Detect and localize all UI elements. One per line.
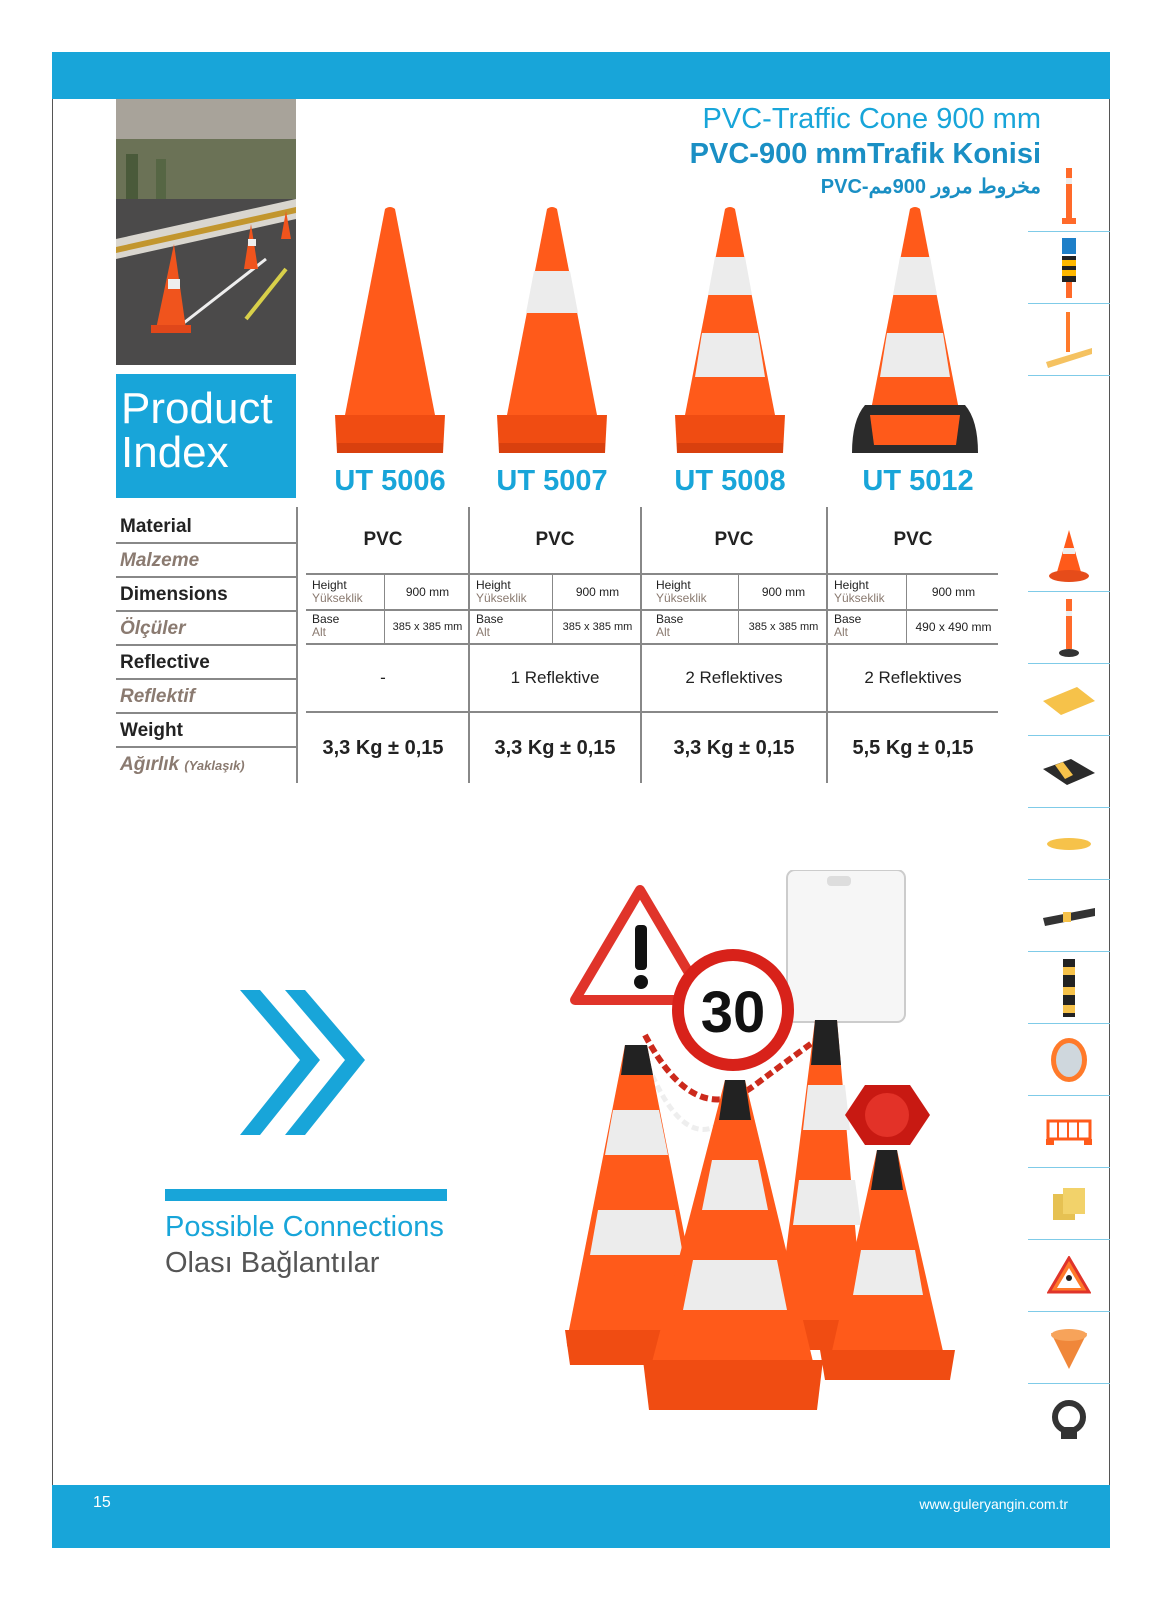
height-sublabel: Height Yükseklik: [656, 578, 707, 605]
weight-value: 3,3 Kg ± 0,15: [494, 736, 616, 759]
thumbnail-speed-bump-black[interactable]: [1028, 736, 1110, 808]
cone-ut5006-image: [335, 205, 445, 465]
label-dimensions-en: Dimensions: [116, 578, 296, 612]
height-value: 900 mm: [552, 575, 642, 609]
thumbnail-bollard[interactable]: [1028, 592, 1110, 664]
label-weight-tr-text: Ağırlık: [120, 754, 180, 775]
label-reflective-tr: Reflektif: [116, 680, 296, 714]
label-weight-en: Weight: [116, 714, 296, 748]
label-weight-tr-note: (Yaklaşık): [184, 758, 245, 773]
reflective-value: 2 Reflektives: [864, 668, 962, 687]
label-weight-tr: [116, 748, 296, 782]
thumbnail-rubber-cone[interactable]: [1028, 520, 1110, 592]
connections-title-tr: Olası Bağlantılar: [165, 1247, 380, 1279]
speed-limit-30: 30: [700, 980, 766, 1045]
base-value: 385 x 385 mm: [552, 611, 642, 643]
label-material-tr: Malzeme: [116, 544, 296, 578]
thumbnail-speed-bump-yellow[interactable]: [1028, 664, 1110, 736]
material-value: PVC: [535, 529, 575, 550]
weight-value: 5,5 Kg ± 0,15: [852, 736, 974, 759]
weight-value: 3,3 Kg ± 0,15: [322, 736, 444, 759]
connections-rule: [165, 1189, 447, 1201]
reflective-value: -: [380, 668, 386, 687]
height-value: 900 mm: [738, 575, 828, 609]
title-ar: PVC-مخروط مرور 900مم: [820, 176, 1041, 198]
cone-combination-image: [565, 870, 1005, 1450]
label-reflective-en: Reflective: [116, 646, 296, 680]
header-bar: [52, 52, 1110, 99]
road-photo: [116, 99, 296, 365]
label-dimensions-tr: Ölçüler: [116, 612, 296, 646]
height-sublabel: Height Yükseklik: [476, 578, 527, 605]
product-code-ut5006: UT 5006: [334, 465, 446, 497]
thumbnail-warning-post[interactable]: [1028, 232, 1110, 304]
reflective-value: 1 Reflektive: [510, 668, 600, 687]
product-index-line2: Index: [121, 428, 229, 477]
thumbnail-cone-topper[interactable]: [1028, 1384, 1110, 1456]
product-code-ut5007: UT 5007: [496, 465, 608, 497]
cone-ut5007-image: [497, 205, 607, 465]
height-sublabel: Height Yükseklik: [834, 578, 885, 605]
double-chevron-icon: [240, 990, 370, 1140]
page-number: 15: [93, 1494, 111, 1511]
base-sublabel: Base Alt: [312, 612, 340, 639]
base-value: 490 x 490 mm: [906, 611, 1000, 643]
thumbnail-parking-stopper[interactable]: [1028, 808, 1110, 880]
cone-ut5008-image: [675, 205, 785, 465]
footer-bar: [52, 1485, 1110, 1548]
base-value: 385 x 385 mm: [738, 611, 828, 643]
thumbnail-delineator-post[interactable]: [1028, 160, 1110, 232]
cone-ut5012-image: [850, 205, 980, 465]
product-index-line1: Product: [121, 384, 273, 433]
thumbnail-flex-post[interactable]: [1028, 304, 1110, 376]
thumbnail-tactile-tiles[interactable]: [1028, 1168, 1110, 1240]
height-sublabel: Height Yükseklik: [312, 578, 363, 605]
title-en: PVC-Traffic Cone 900 mm: [702, 103, 1041, 135]
height-value: 900 mm: [384, 575, 470, 609]
base-sublabel: Base Alt: [656, 612, 684, 639]
product-index-box: [116, 374, 296, 498]
weight-value: 3,3 Kg ± 0,15: [673, 736, 795, 759]
thumbnail-barrier[interactable]: [1028, 1096, 1110, 1168]
thumbnail-convex-mirror[interactable]: [1028, 1024, 1110, 1096]
label-material-en: Material: [116, 510, 296, 544]
spec-column-ut5007: [468, 507, 640, 783]
connections-title-en: Possible Connections: [165, 1211, 444, 1243]
height-value: 900 mm: [906, 575, 1000, 609]
base-value: 385 x 385 mm: [384, 611, 470, 643]
thumbnail-work-sign[interactable]: [1028, 1240, 1110, 1312]
product-code-ut5012: UT 5012: [862, 465, 974, 497]
page-title-block: [690, 102, 1041, 202]
thumbnail-column-guard[interactable]: [1028, 952, 1110, 1024]
product-code-ut5008: UT 5008: [674, 465, 786, 497]
thumbnail-wheel-stop[interactable]: [1028, 880, 1110, 952]
base-sublabel: Base Alt: [834, 612, 862, 639]
thumbnail-cone-lamp[interactable]: [1028, 1312, 1110, 1384]
material-value: PVC: [363, 529, 403, 550]
material-value: PVC: [714, 529, 754, 550]
reflective-value: 2 Reflektives: [685, 668, 783, 687]
spec-column-ut5012: [826, 507, 998, 783]
material-value: PVC: [893, 529, 933, 550]
base-sublabel: Base Alt: [476, 612, 504, 639]
website-link[interactable]: www.guleryangin.com.tr: [919, 1496, 1068, 1512]
spec-column-ut5006: [296, 507, 468, 783]
spec-column-ut5008: [640, 507, 826, 783]
title-tr: PVC-900 mmTrafik Konisi: [689, 138, 1041, 170]
